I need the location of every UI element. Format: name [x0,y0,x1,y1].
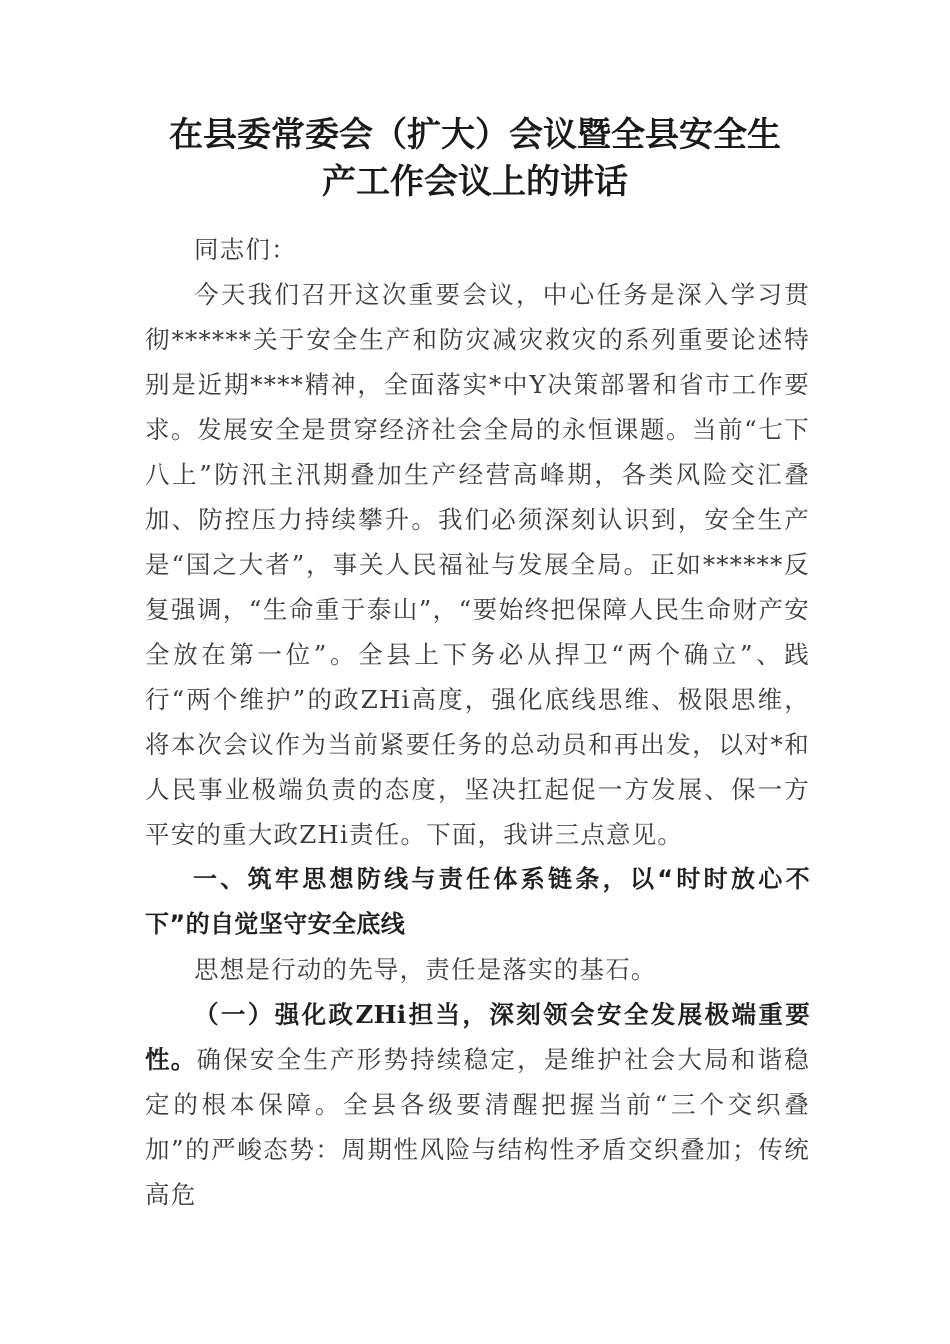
subsection-1-paragraph [145,992,810,1217]
salutation: 同志们： [194,235,297,264]
title-line-1: 在县委常委会（扩大）会议暨全县安全生 [169,115,781,155]
document-body [145,227,810,1217]
section-1-heading: 一、筑牢思想防线与责任体系链条，以“时时放心不下”的自觉坚守安全底线 [145,865,810,938]
document-title [140,112,810,206]
intro-paragraph: 今天我们召开这次重要会议，中心任务是深入学习贯彻******关于安全生产和防灾减灾救灾的系列重要论述特别是近期****精神，全面落实*中Y决策部署和省市工作要求。发展安全是贯穿经济社会全局的永恒课题。当前“七下八上”防汛主汛期叠加生产经营高峰期，各类风险交汇叠加、防控压力持续攀升。我们必须深刻认识到，安全生产是“国之大者”，事关人民福祉与发展全局。正如******反复强调，“生命重于泰山”，“要始终把保障人民生命财产安全放在第一位”。全县上下务必从捍卫“两个确立”、践行“两个维护”的政ZHi高度，强化底线思维、极限思维，将本次会议作为当前紧要任务的总动员和再出发，以对*和人民事业极端负责的态度，坚决扛起促一方发展、保一方平安的重大政ZHi责任。下面，我讲三点意见。 [145,280,810,849]
section-1-lead: 思想是行动的先导，责任是落实的基石。 [194,955,657,984]
subsection-1-heading: （一）强化政ZHi担当，深刻领会安全发展极端重要性。 [145,1000,810,1074]
subsection-1-text: 确保安全生产形势持续稳定，是维护社会大局和谐稳定的根本保障。全县各级要清醒把握当前“三个交织叠加”的严峻态势：周期性风险与结构性矛盾交织叠加；传统高危 [145,1045,810,1209]
title-line-2: 产工作会议上的讲话 [322,162,628,202]
